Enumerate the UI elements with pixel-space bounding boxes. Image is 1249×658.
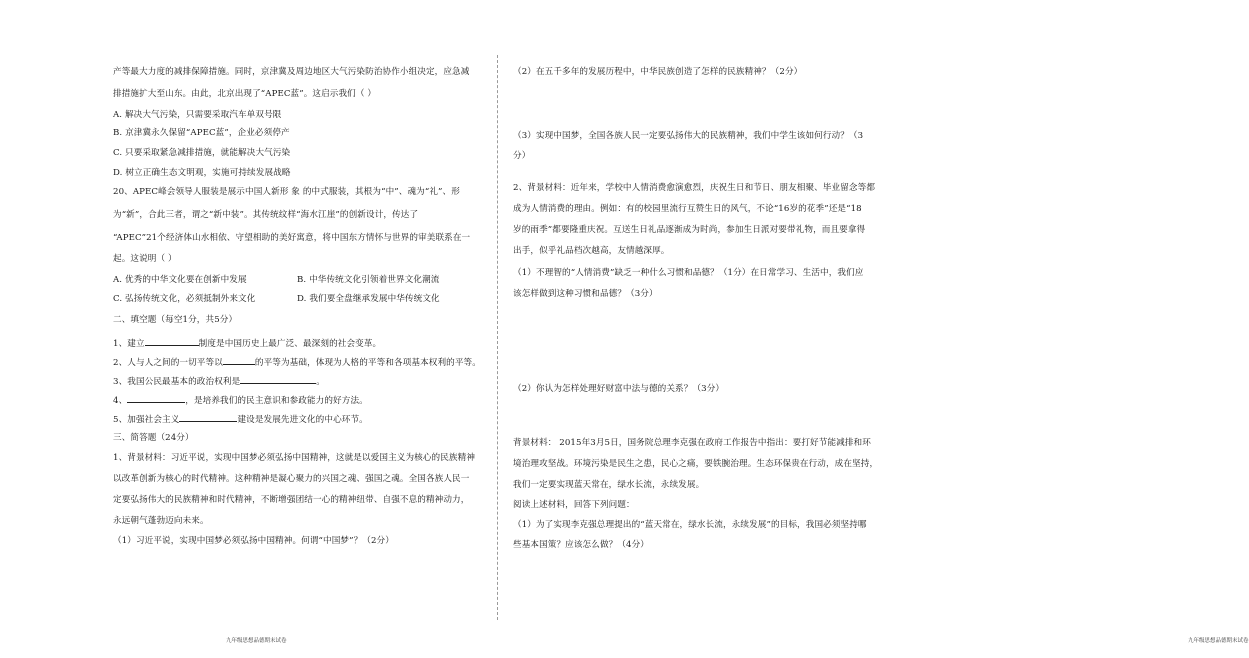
- fill-item-3: [113, 375, 325, 388]
- q20-line-4: 起。这说明（ ）: [113, 254, 177, 264]
- q1-sub2: （2）在五千多年的发展历程中，中华民族创造了怎样的民族精神？（2分）: [513, 67, 803, 77]
- right-footer: 九年级思想品德期末试卷: [1188, 638, 1249, 644]
- q1-line-1: 1、背景材料：习近平说，实现中国梦必须弘扬中国精神，这就是以爱国主义为核心的民族精神: [113, 453, 476, 463]
- q1-sub3-line-1: （3）实现中国梦，全国各族人民一定要弘扬伟大的民族精神，我们中学生该如何行动？（3: [513, 131, 864, 141]
- fill-3-suffix: 。: [316, 377, 325, 387]
- fill-4-blank[interactable]: [127, 394, 185, 403]
- fill-4-suffix: ，是培养我们的民主意识和参政能力的好方法。: [185, 396, 368, 406]
- q1-line-2: 以改革创新为核心的时代精神。这种精神是凝心聚力的兴国之魂、强国之魂。全国各族人民一: [113, 474, 470, 484]
- fill-5-blank[interactable]: [179, 413, 237, 422]
- q2-sub1-line-1: （1）不理智的“人情消费”缺乏一种什么习惯和品德？（1分）在日常学习、生活中，我们应: [513, 268, 864, 278]
- q3-line-1: 背景材料： 2015年3月5日，国务院总理李克强在政府工作报告中指出：要打好节能减排和环: [513, 438, 871, 448]
- q3-line-2: 境治理攻坚战。环境污染是民生之患，民心之痛，要铁腕治理。生态环保贵在行动，成在坚持，: [513, 459, 879, 469]
- fill-3-blank[interactable]: [240, 375, 316, 384]
- section-2-heading: 二、填空题（每空1分，共5分）: [113, 315, 238, 325]
- fill-4-prefix: 4、: [113, 396, 128, 406]
- q19-option-c: C. 只要采取紧急减排措施，就能解决大气污染: [113, 148, 291, 158]
- fill-item-2: [113, 356, 481, 369]
- q1-line-3: 定要弘扬伟大的民族精神和时代精神，不断增强团结一心的精神纽带、自强不息的精神动力，: [113, 495, 470, 505]
- column-divider: [497, 55, 498, 620]
- q2-line-4: 出手，似乎礼品档次越高，友情越深厚。: [513, 246, 670, 256]
- fill-item-1: [113, 337, 381, 350]
- q20-option-d: D. 我们要全盘继承发展中华传统文化: [297, 294, 440, 304]
- fill-2-prefix: 2、人与人之间的一切平等以: [113, 358, 223, 368]
- fill-1-suffix: 制度是中国历史上最广泛、最深刻的社会变革。: [198, 339, 382, 349]
- q2-line-2: 成为人情消费的理由。例如：有的校园里流行互赞生日的风气，不论“16岁的花季”还是“18: [513, 204, 862, 214]
- section-3-heading: 三、简答题（24分）: [113, 433, 194, 443]
- q20-option-c: C. 弘扬传统文化，必须抵制外来文化: [113, 294, 256, 304]
- q20-line-1: 20、APEC峰会领导人服装是展示中国人新形 象 的中式服装，其根为“中”、魂为“礼”、形: [113, 187, 460, 197]
- q19-option-b: B. 京津冀永久保留“APEC蓝”，企业必须停产: [113, 128, 290, 138]
- q3-line-3: 我们一定要实现蓝天常在，绿水长流，永续发展。: [513, 480, 705, 490]
- q1-line-4: 永远朝气蓬勃迈向未来。: [113, 516, 209, 526]
- q1-sub3-line-2: 分）: [513, 151, 531, 161]
- intro-line-2: 排措施扩大至山东。由此，北京出现了“APEC蓝”。这启示我们（ ）: [113, 89, 377, 99]
- fill-item-4: [113, 394, 368, 407]
- q20-option-a: A. 优秀的中华文化要在创新中发展: [113, 275, 247, 285]
- fill-2-blank[interactable]: [223, 356, 255, 365]
- q20-line-2: 为“新”，合此三者，谓之“新中装”。其传统纹样“海水江崖”的创新设计，传达了: [113, 210, 419, 220]
- fill-2-suffix: 的平等为基础，体现为人格的平等和各项基本权利的平等。: [254, 358, 481, 368]
- q3-sub1-line-2: 些基本国策？应该怎么做？（4分）: [513, 540, 649, 550]
- q2-line-3: 岁的雨季”都要隆重庆祝。互送生日礼品逐渐成为时尚，参加生日派对要带礼物，而且要拿得: [513, 225, 866, 235]
- q20-line-3: “APEC”21个经济体山水相依、守望相助的美好寓意，将中国东方情怀与世界的审美联系在一: [113, 233, 471, 243]
- fill-1-blank[interactable]: [145, 337, 199, 346]
- left-footer: 九年级思想品德期末试卷: [226, 638, 287, 644]
- q19-option-a: A. 解决大气污染，只需要采取汽车单双号限: [113, 110, 282, 120]
- q2-sub1-line-2: 该怎样做到这种习惯和品德？（3分）: [513, 289, 658, 299]
- fill-3-prefix: 3、我国公民最基本的政治权利是: [113, 377, 241, 387]
- q3-sub1-line-1: （1）为了实现李克强总理提出的“蓝天常在，绿水长流，永续发展”的目标，我国必须坚持哪: [513, 520, 867, 530]
- q20-option-b: B. 中华传统文化引领着世界文化潮流: [297, 275, 440, 285]
- intro-line-1: 产等最大力度的减排保障措施。同时，京津冀及周边地区大气污染防治协作小组决定，应急减: [113, 67, 470, 77]
- q2-sub2: （2）你认为怎样处理好财富中法与德的关系？（3分）: [513, 384, 725, 394]
- fill-5-prefix: 5、加强社会主义: [113, 415, 180, 425]
- fill-1-prefix: 1、建立: [113, 339, 145, 349]
- q19-option-d: D. 树立正确生态文明观，实施可持续发展战略: [113, 168, 291, 178]
- q3-line-4: 阅读上述材料，回答下列问题：: [513, 500, 635, 510]
- fill-5-suffix: 建设是发展先进文化的中心环节。: [237, 415, 368, 425]
- q1-sub1: （1）习近平说，实现中国梦必须弘扬中国精神。何谓“中国梦”？（2分）: [113, 536, 394, 546]
- q2-line-1: 2、背景材料：近年来，学校中人情消费愈演愈烈，庆祝生日和节日、朋友相聚、毕业留念等都: [513, 183, 876, 193]
- fill-item-5: [113, 413, 368, 426]
